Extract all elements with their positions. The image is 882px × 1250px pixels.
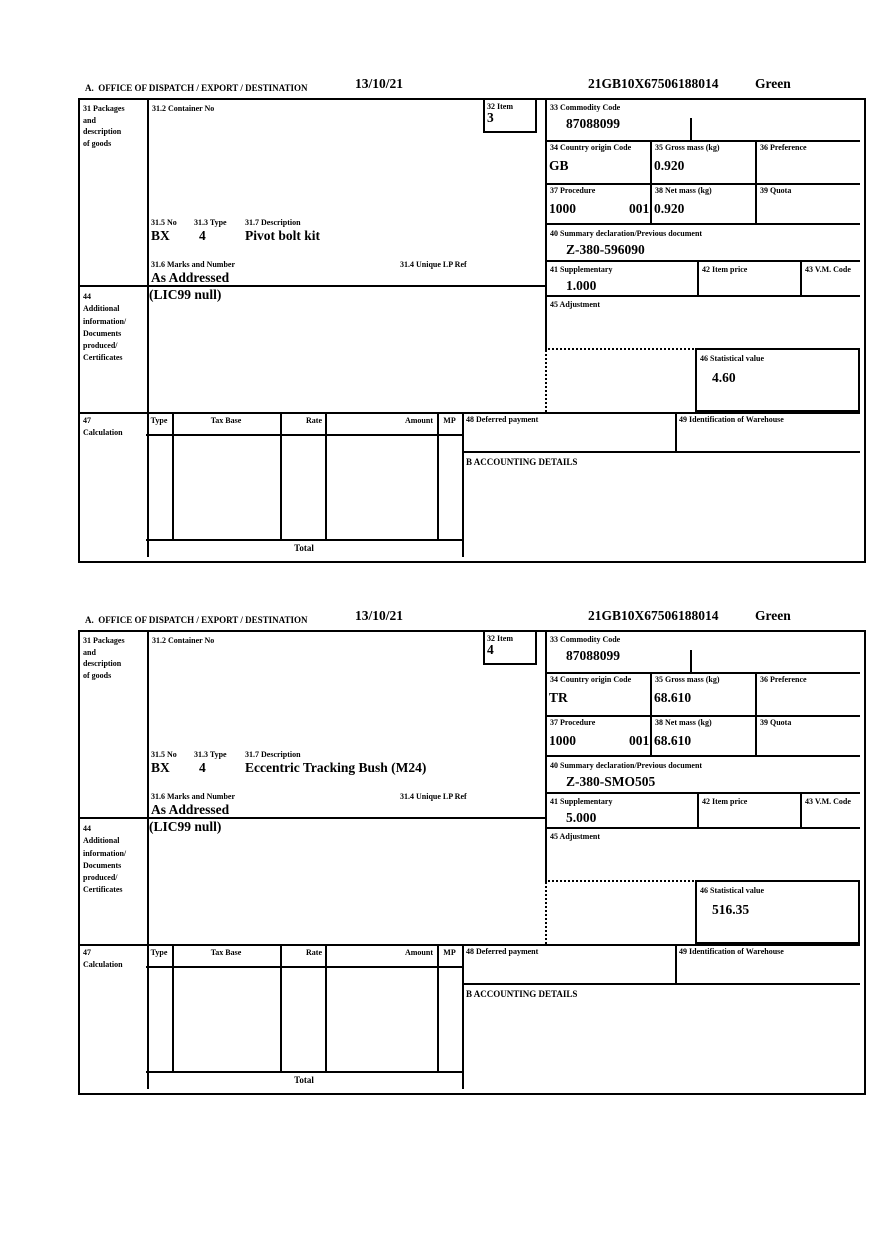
supplementary-value: 1.000 — [566, 278, 597, 293]
statistical-value-label: 46 Statistical value — [700, 354, 764, 363]
warehouse-id-label: 49 Identification of Warehouse — [679, 947, 784, 956]
vm-code-label: 43 V.M. Code — [805, 265, 851, 274]
package-type-value: 4 — [199, 228, 206, 243]
box44-label: 44 Additional information/ Documents produced/ Certificates — [83, 292, 127, 363]
office-of-dispatch-label: A. OFFICE OF DISPATCH / EXPORT / DESTINATION — [85, 615, 308, 625]
description-label: 31.7 Description — [245, 218, 301, 227]
accounting-left-divider — [462, 944, 464, 1089]
commodity-code-divider — [690, 118, 692, 142]
net-mass-value: 0.920 — [654, 201, 685, 216]
tax-col-divider-4 — [437, 944, 439, 1071]
marks-number-label: 31.6 Marks and Number — [151, 792, 236, 801]
box41-divider-a — [697, 260, 699, 297]
deferred-payment-label: 48 Deferred payment — [466, 947, 539, 956]
container-no-label: 31.2 Container No — [152, 104, 215, 113]
box47-label: 47 Calculation — [83, 948, 123, 969]
tax-mp-header: MP — [443, 948, 456, 957]
box44-label: 44 Additional information/ Documents produced/ Certificates — [83, 824, 127, 895]
gross-mass-label: 35 Gross mass (kg) — [655, 675, 720, 684]
block-header — [78, 75, 862, 98]
preference-label: 36 Preference — [760, 675, 807, 684]
routing-status: Green — [755, 76, 791, 91]
tax-col-divider-2 — [280, 412, 282, 539]
calculation-top-divider — [80, 412, 860, 414]
tax-col-divider-2 — [280, 944, 282, 1071]
net-mass-label: 38 Net mass (kg) — [655, 186, 712, 195]
country-origin-label: 34 Country origin Code — [550, 675, 632, 684]
box33-bottom-divider — [545, 672, 860, 674]
unique-lp-ref-label: 31.4 Unique LP Ref — [400, 260, 467, 269]
box41-divider-b — [800, 260, 802, 297]
item-number-value: 3 — [487, 110, 494, 125]
box48-49-divider — [675, 412, 677, 451]
vm-code-label: 43 V.M. Code — [805, 797, 851, 806]
procedure-code-value: 1000 — [549, 733, 576, 748]
commodity-code-divider — [690, 650, 692, 674]
procedure-qualifier-value: 001 — [629, 201, 650, 216]
box37-bottom-divider — [545, 755, 860, 757]
block-header — [78, 607, 862, 630]
procedure-qualifier-value: 001 — [629, 733, 650, 748]
procedure-label: 37 Procedure — [550, 186, 596, 195]
box48-bottom-divider — [462, 983, 860, 985]
dotted-horizontal-divider — [545, 880, 697, 882]
tax-col-divider-3 — [325, 944, 327, 1071]
declaration-date: 13/10/21 — [355, 608, 404, 623]
box31-label: 31 Packages and description of goods — [83, 636, 125, 680]
declaration-reference: 21GB10X67506188014 — [588, 608, 719, 623]
box34-bottom-divider — [545, 183, 860, 185]
description-value: Eccentric Tracking Bush (M24) — [245, 760, 427, 775]
dotted-vertical-divider — [545, 350, 547, 412]
box41-bottom-divider — [545, 827, 860, 829]
tax-type-header: Type — [150, 416, 168, 425]
marks-number-value: As Addressed — [151, 270, 230, 285]
tax-total-label: Total — [294, 1075, 314, 1085]
box33-bottom-divider — [545, 140, 860, 142]
procedure-code-value: 1000 — [549, 201, 576, 216]
summary-declaration-value: Z-380-SMO505 — [566, 774, 656, 789]
dotted-vertical-divider — [545, 882, 547, 944]
description-label: 31.7 Description — [245, 750, 301, 759]
box48-49-divider — [675, 944, 677, 983]
description-value: Pivot bolt kit — [245, 228, 321, 243]
left-column-divider — [147, 100, 149, 557]
package-type-label: 31.3 Type — [194, 218, 227, 227]
commodity-code-label: 33 Commodity Code — [550, 103, 621, 112]
tax-rate-header: Rate — [306, 948, 322, 957]
tax-amount-header: Amount — [404, 948, 433, 957]
left-column-divider — [147, 632, 149, 1089]
routing-status: Green — [755, 608, 791, 623]
item-price-label: 42 Item price — [702, 797, 748, 806]
additional-information-value: (LIC99 null) — [149, 819, 222, 834]
box32-item-label: 32 Item — [487, 102, 513, 111]
statistical-value: 516.35 — [712, 902, 750, 917]
tax-mp-header: MP — [443, 416, 456, 425]
commodity-code-value: 87088099 — [566, 116, 620, 131]
right-panel-divider — [545, 100, 547, 350]
dotted-horizontal-divider — [545, 348, 697, 350]
declaration-item-block — [78, 607, 862, 1091]
summary-declaration-value: Z-380-596090 — [566, 242, 645, 257]
box41-bottom-divider — [545, 295, 860, 297]
accounting-details-label: B ACCOUNTING DETAILS — [466, 989, 578, 999]
tax-base-header: Tax Base — [210, 416, 242, 425]
tax-header-divider — [146, 966, 462, 968]
box40-bottom-divider — [545, 260, 860, 262]
quota-label: 39 Quota — [760, 718, 792, 727]
item-form-box — [78, 98, 866, 563]
tax-base-header: Tax Base — [210, 948, 242, 957]
marks-number-value: As Addressed — [151, 802, 230, 817]
declaration-reference: 21GB10X67506188014 — [588, 76, 719, 91]
tax-total-divider — [146, 1071, 462, 1073]
box32-item-label: 32 Item — [487, 634, 513, 643]
declaration-item-block — [78, 75, 862, 559]
box48-bottom-divider — [462, 451, 860, 453]
additional-information-value: (LIC99 null) — [149, 287, 222, 302]
summary-declaration-label: 40 Summary declaration/Previous document — [550, 761, 703, 770]
package-no-label: 31.5 No — [151, 218, 177, 227]
box47-label: 47 Calculation — [83, 416, 123, 437]
gross-mass-value: 0.920 — [654, 158, 685, 173]
box41-divider-a — [697, 792, 699, 829]
package-type-value: 4 — [199, 760, 206, 775]
procedure-label: 37 Procedure — [550, 718, 596, 727]
supplementary-label: 41 Supplementary — [550, 265, 613, 274]
warehouse-id-label: 49 Identification of Warehouse — [679, 415, 784, 424]
supplementary-value: 5.000 — [566, 810, 597, 825]
item-price-label: 42 Item price — [702, 265, 748, 274]
office-of-dispatch-label: A. OFFICE OF DISPATCH / EXPORT / DESTINATION — [85, 83, 308, 93]
country-origin-label: 34 Country origin Code — [550, 143, 632, 152]
gross-mass-value: 68.610 — [654, 690, 692, 705]
tax-rate-header: Rate — [306, 416, 322, 425]
country-origin-value: TR — [549, 690, 568, 705]
item-number-value: 4 — [487, 642, 494, 657]
marks-number-label: 31.6 Marks and Number — [151, 260, 236, 269]
statistical-value: 4.60 — [712, 370, 736, 385]
box37-bottom-divider — [545, 223, 860, 225]
supplementary-label: 41 Supplementary — [550, 797, 613, 806]
tax-col-divider-1 — [172, 944, 174, 1071]
preference-label: 36 Preference — [760, 143, 807, 152]
adjustment-label: 45 Adjustment — [550, 300, 601, 309]
box31-label: 31 Packages and description of goods — [83, 104, 125, 148]
tax-type-header: Type — [150, 948, 168, 957]
tax-col-divider-1 — [172, 412, 174, 539]
package-type-label: 31.3 Type — [194, 750, 227, 759]
package-code-value: BX — [151, 760, 170, 775]
commodity-code-label: 33 Commodity Code — [550, 635, 621, 644]
calculation-top-divider — [80, 944, 860, 946]
deferred-payment-label: 48 Deferred payment — [466, 415, 539, 424]
quota-label: 39 Quota — [760, 186, 792, 195]
gross-mass-label: 35 Gross mass (kg) — [655, 143, 720, 152]
unique-lp-ref-label: 31.4 Unique LP Ref — [400, 792, 467, 801]
package-no-label: 31.5 No — [151, 750, 177, 759]
item-form-box — [78, 630, 866, 1095]
country-origin-value: GB — [549, 158, 569, 173]
accounting-details-label: B ACCOUNTING DETAILS — [466, 457, 578, 467]
adjustment-label: 45 Adjustment — [550, 832, 601, 841]
declaration-date: 13/10/21 — [355, 76, 404, 91]
tax-header-divider — [146, 434, 462, 436]
net-mass-value: 68.610 — [654, 733, 692, 748]
net-mass-label: 38 Net mass (kg) — [655, 718, 712, 727]
tax-total-label: Total — [294, 543, 314, 553]
box40-bottom-divider — [545, 792, 860, 794]
tax-col-divider-3 — [325, 412, 327, 539]
commodity-code-value: 87088099 — [566, 648, 620, 663]
box34-bottom-divider — [545, 715, 860, 717]
accounting-left-divider — [462, 412, 464, 557]
tax-amount-header: Amount — [404, 416, 433, 425]
container-no-label: 31.2 Container No — [152, 636, 215, 645]
statistical-value-label: 46 Statistical value — [700, 886, 764, 895]
tax-total-divider — [146, 539, 462, 541]
tax-col-divider-4 — [437, 412, 439, 539]
box41-divider-b — [800, 792, 802, 829]
package-code-value: BX — [151, 228, 170, 243]
summary-declaration-label: 40 Summary declaration/Previous document — [550, 229, 703, 238]
right-panel-divider — [545, 632, 547, 882]
